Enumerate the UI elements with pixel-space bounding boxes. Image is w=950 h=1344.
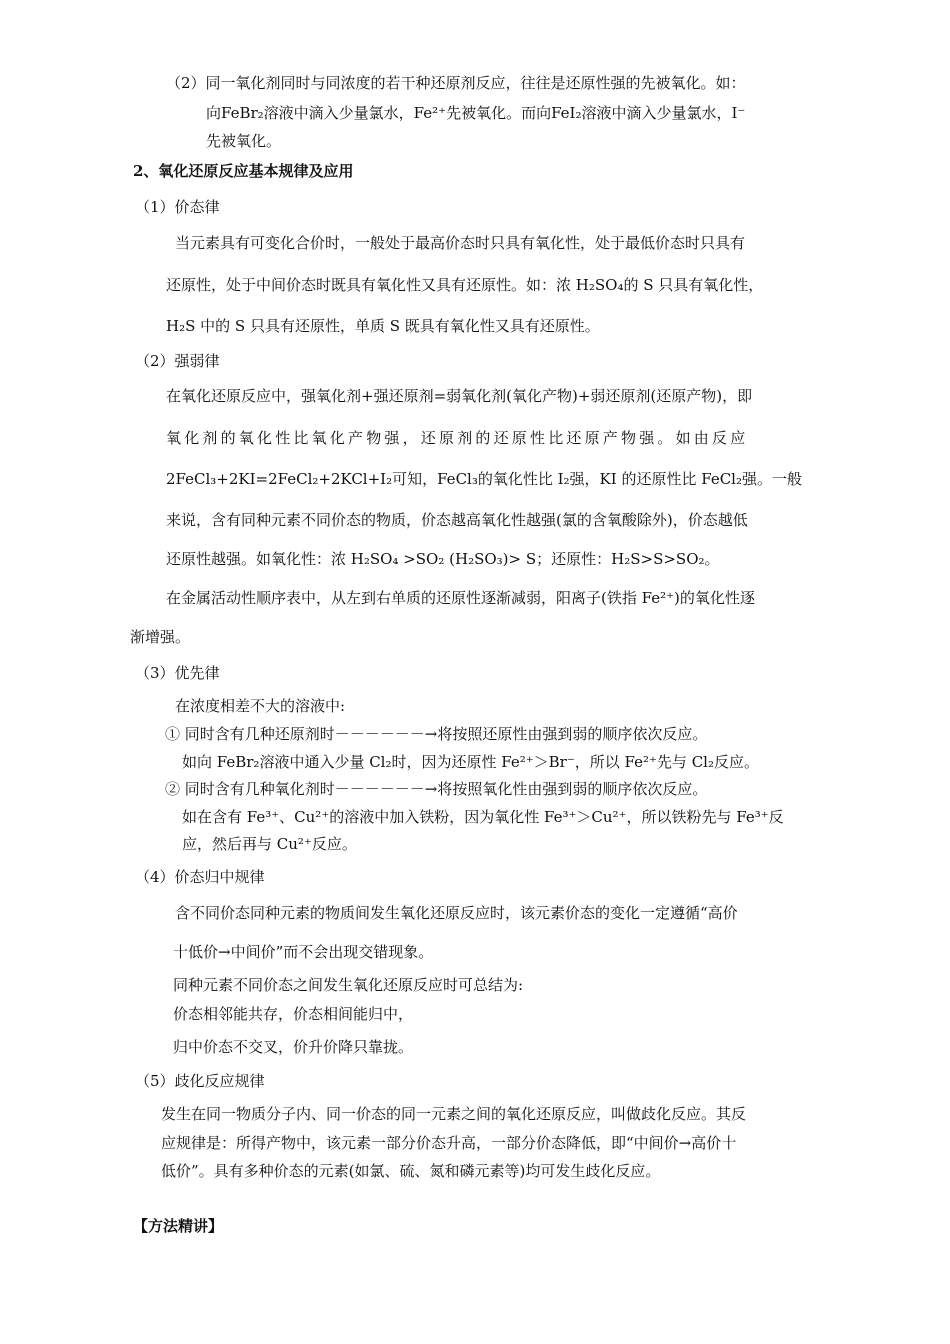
rule3-line5: 如在含有 Fe³⁺、Cu²⁺的溶液中加入铁粉，因为氧化性 Fe³⁺＞Cu²⁺，所以铁粉先与 Fe³⁺反	[182, 808, 784, 826]
rule2-line5: 还原性越强。如氧化性：浓 H₂SO₄ >SO₂ (H₂SO₃)> S；还原性：H₂S>S>SO₂。	[166, 550, 720, 568]
item2-line2: 向FeBr₂溶液中滴入少量氯水，Fe²⁺先被氧化。而向FeI₂溶液中滴入少量氯水，I⁻	[206, 104, 746, 122]
rule3-title: （3）优先律	[135, 664, 220, 682]
rule3-line6: 应，然后再与 Cu²⁺反应。	[182, 835, 357, 853]
item2-line3: 先被氧化。	[206, 132, 282, 150]
item2-line1: （2）同一氧化剂同时与同浓度的若干种还原剂反应，往往是还原性强的先被氧化。如：	[166, 74, 746, 92]
rule2-line1: 在氧化还原反应中，强氧化剂+强还原剂=弱氧化剂(氧化产物)+弱还原剂(还原产物)，即	[166, 387, 753, 405]
rule5-line2: 应规律是：所得产物中，该元素一部分价态升高，一部分价态降低，即“中间价→高价十	[161, 1134, 737, 1152]
rule4-line5: 归中价态不交叉，价升价降只靠拢。	[173, 1038, 414, 1056]
rule5-title: （5）歧化反应规律	[135, 1072, 265, 1090]
rule4-title: （4）价态归中规律	[135, 868, 265, 886]
rule4-line4: 价态相邻能共存，价态相间能归中，	[173, 1005, 414, 1023]
rule2-title: （2）强弱律	[135, 352, 220, 370]
rule2-line3: 2FeCl₃+2KI=2FeCl₂+2KCl+I₂可知，FeCl₃的氧化性比 I₂强，KI 的还原性比 FeCl₂强。一般	[166, 470, 802, 488]
rule2-line7: 渐增强。	[130, 628, 191, 646]
rule2-line4: 来说，含有同种元素不同价态的物质，价态越高氧化性越强(氯的含氧酸除外)，价态越低	[166, 511, 748, 529]
rule1-title: （1）价态律	[135, 198, 220, 216]
method-heading: 【方法精讲】	[133, 1217, 224, 1235]
rule5-line3: 低价”。具有多种价态的元素(如氯、硫、氮和磷元素等)均可发生歧化反应。	[161, 1162, 661, 1180]
rule2-line6: 在金属活动性顺序表中，从左到右单质的还原性逐渐减弱，阳离子(铁指 Fe²⁺)的氧化性逐	[166, 589, 755, 607]
rule1-line2: 还原性，处于中间价态时既具有氧化性又具有还原性。如：浓 H₂SO₄的 S 只具有氧化性，	[166, 276, 764, 294]
rule3-line1: 在浓度相差不大的溶液中:	[175, 697, 346, 715]
rule3-line4: ② 同时含有几种氧化剂时－－－－－－→将按照氧化性由强到弱的顺序依次反应。	[165, 780, 708, 798]
rule3-line3: 如向 FeBr₂溶液中通入少量 Cl₂时，因为还原性 Fe²⁺＞Br⁻，所以 Fe²⁺先与 Cl₂反应。	[182, 753, 759, 771]
rule4-line2: 十低价→中间价”而不会出现交错现象。	[173, 943, 434, 961]
rule1-line3: H₂S 中的 S 只具有还原性，单质 S 既具有氧化性又具有还原性。	[166, 317, 600, 335]
rule2-line2: 氧化剂的氧化性比氧化产物强，还原剂的还原性比还原产物强。如由反应	[166, 429, 749, 447]
section-heading-2: 2、氧化还原反应基本规律及应用	[133, 162, 354, 180]
rule4-line1: 含不同价态同种元素的物质间发生氧化还原反应时，该元素价态的变化一定遵循“高价	[175, 904, 738, 922]
rule1-line1: 当元素具有可变化合价时，一般处于最高价态时只具有氧化性，处于最低价态时只具有	[175, 234, 746, 252]
rule3-line2: ① 同时含有几种还原剂时－－－－－－→将按照还原性由强到弱的顺序依次反应。	[165, 725, 708, 743]
rule5-line1: 发生在同一物质分子内、同一价态的同一元素之间的氧化还原反应，叫做歧化反应。其反	[161, 1105, 747, 1123]
rule4-line3: 同种元素不同价态之间发生氧化还原反应时可总结为:	[173, 976, 524, 994]
